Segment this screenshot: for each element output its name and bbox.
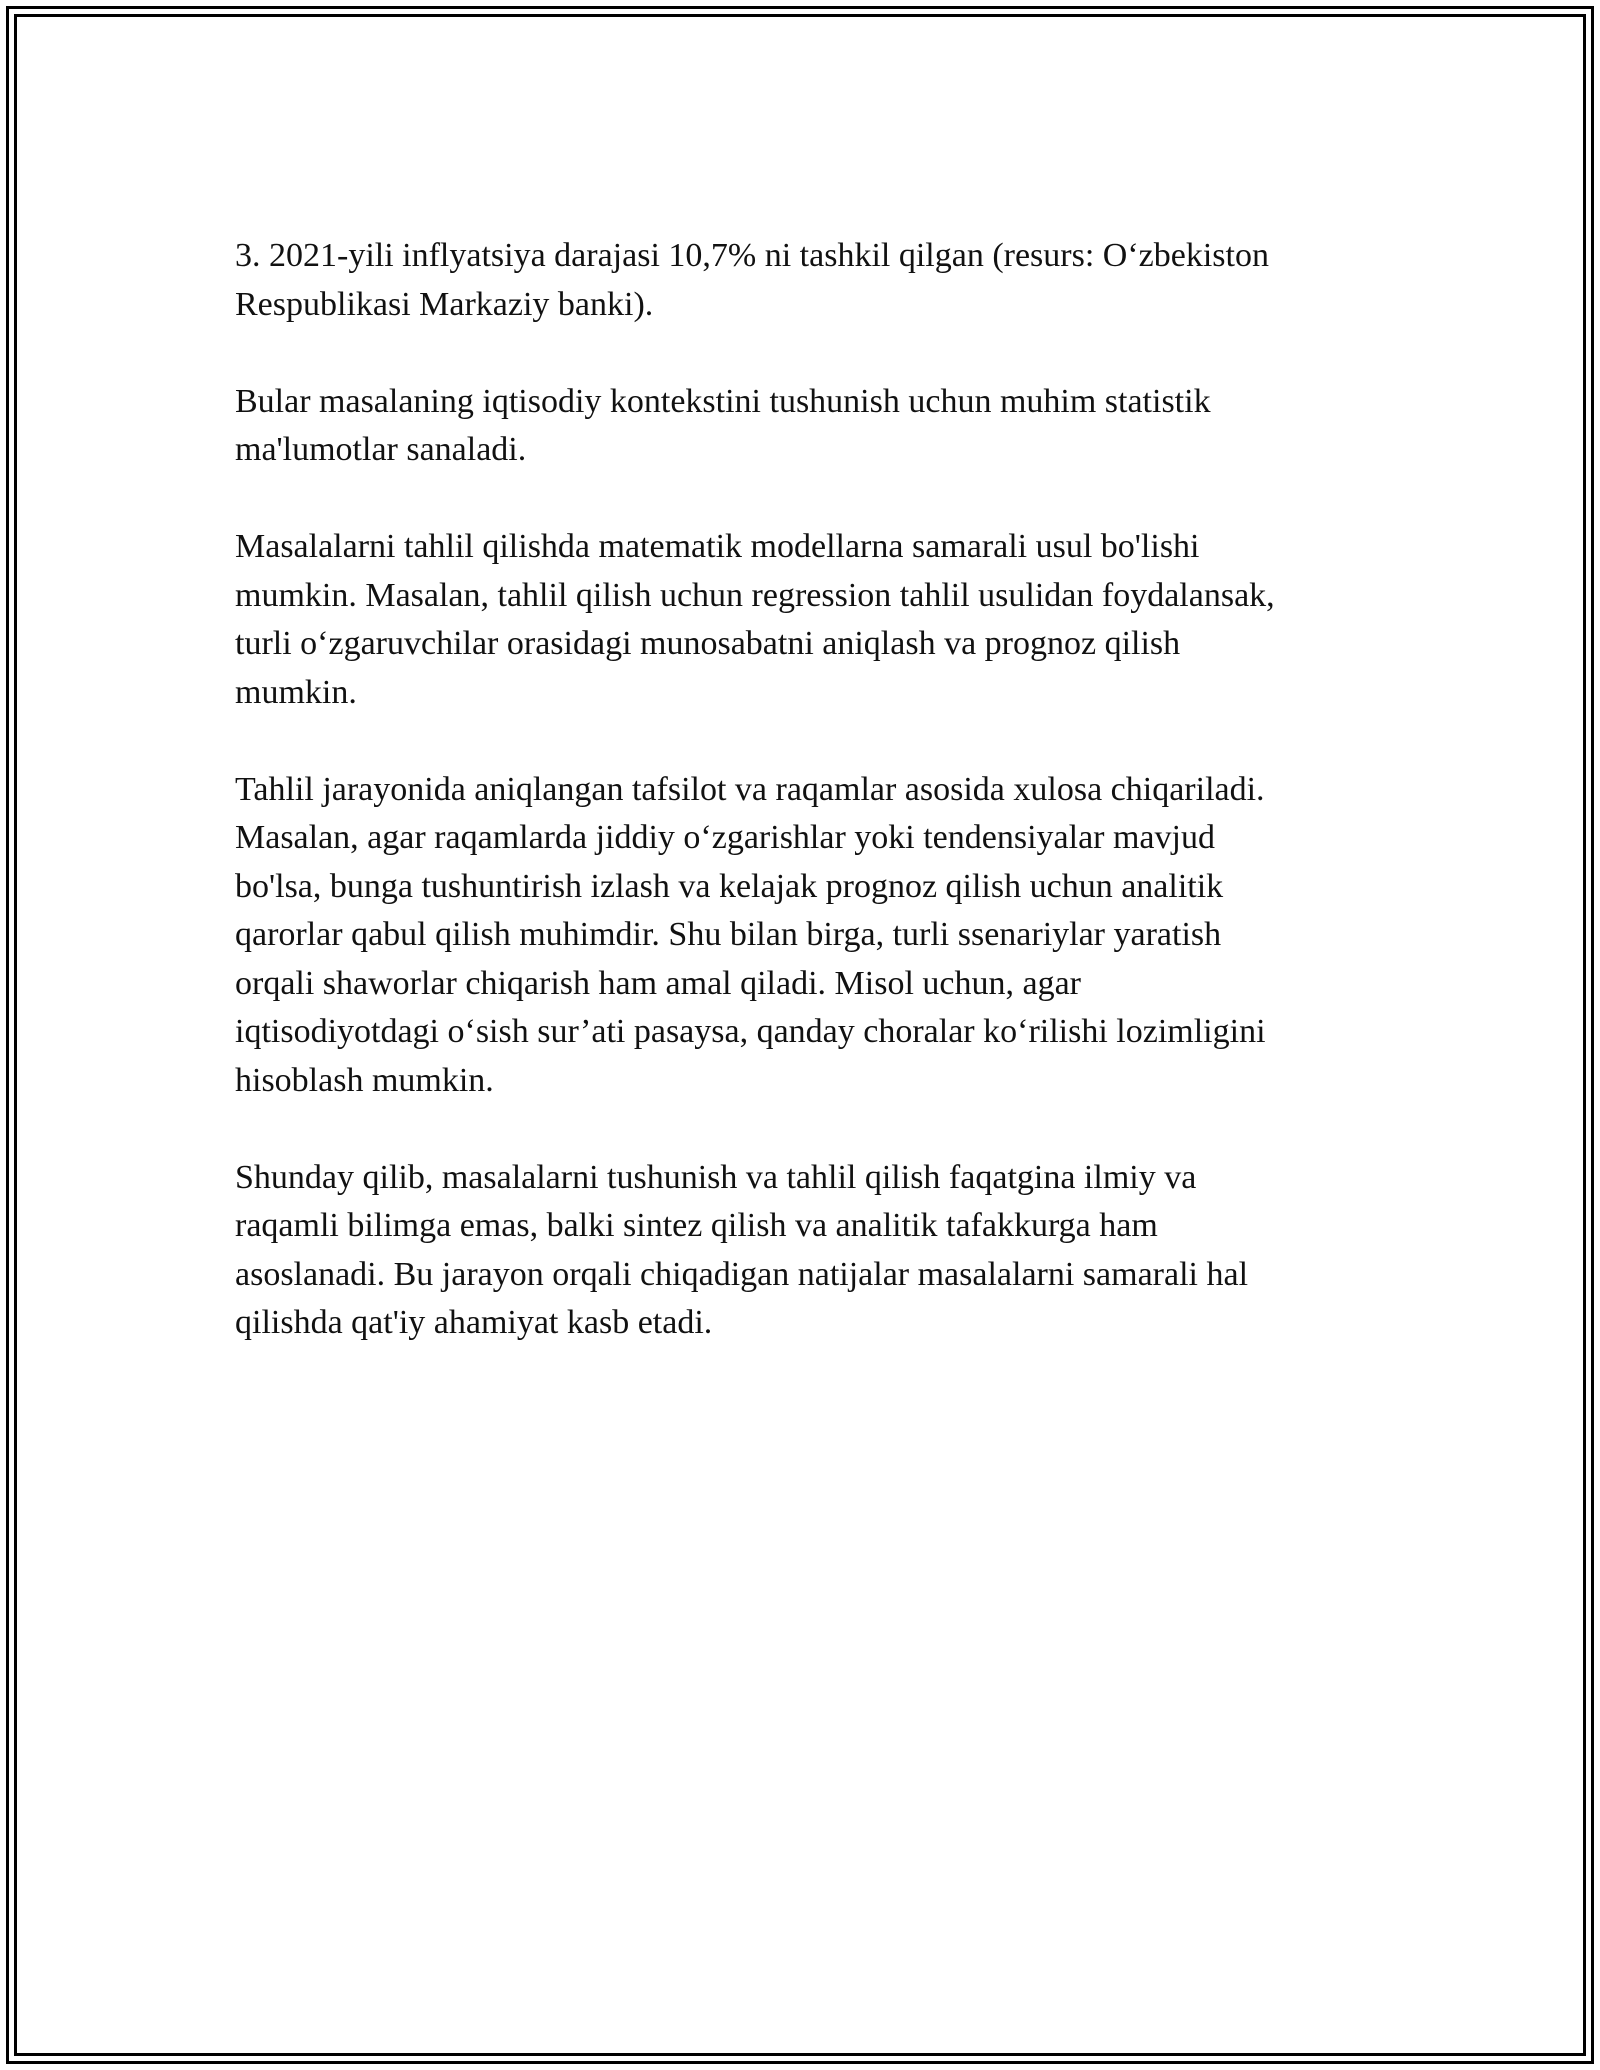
text-line: mumkin. [235,673,357,711]
paragraph-conclusions [235,766,1385,1106]
text-line: Tahlil jarayonida aniqlangan tafsilot va raqamlar asosida xulosa chiqariladi. [235,770,1265,808]
text-line: Shunday qilib, masalalarni tushunish va tahlil qilish faqatgina ilmiy va [235,1158,1197,1196]
text-line: hisoblash mumkin. [235,1061,494,1099]
paragraph-summary [235,1154,1385,1348]
text-line: iqtisodiyotdagi o‘sish sur’ati pasaysa, qanday choralar ko‘rilishi lozimligini [235,1013,1266,1050]
text-line: orqali shaworlar chiqarish ham amal qiladi. Misol uchun, agar [235,964,1081,1002]
text-line: mumkin. Masalan, tahlil qilish uchun regression tahlil usulidan foydalansak, [235,576,1275,614]
text-line: turli o‘zgaruvchilar orasidagi munosabatni aniqlash va prognoz qilish [235,625,1181,662]
document-body [235,232,1385,1396]
paragraph-models [235,523,1385,717]
text-line: asoslanadi. Bu jarayon orqali chiqadigan natijalar masalalarni samarali hal [235,1255,1249,1293]
paragraph-inflation-note [235,232,1385,329]
text-line: Bular masalaning iqtisodiy kontekstini tushunish uchun muhim statistik [235,382,1211,420]
text-line: 3. 2021-yili inflyatsiya darajasi 10,7% ni tashkil qilgan (resurs: O‘zbekiston [235,237,1269,274]
text-line: Masalan, agar raqamlarda jiddiy o‘zgarishlar yoki tendensiyalar mavjud [235,819,1215,856]
text-line: qarorlar qabul qilish muhimdir. Shu bilan birga, turli ssenariylar yaratish [235,916,1222,953]
text-line: raqamli bilimga emas, balki sintez qilish va analitik tafakkurga ham [235,1207,1158,1244]
text-line: Respublikasi Markaziy banki). [235,285,654,323]
text-line: Masalalarni tahlil qilishda matematik modellarna samarali usul bo'lishi [235,528,1200,565]
text-line: qilishda qat'iy ahamiyat kasb etadi. [235,1304,713,1341]
text-line: bo'lsa, bunga tushuntirish izlash va kelajak prognoz qilish uchun analitik [235,867,1224,905]
text-line: ma'lumotlar sanaladi. [235,431,527,468]
paragraph-statistics-note [235,378,1385,475]
